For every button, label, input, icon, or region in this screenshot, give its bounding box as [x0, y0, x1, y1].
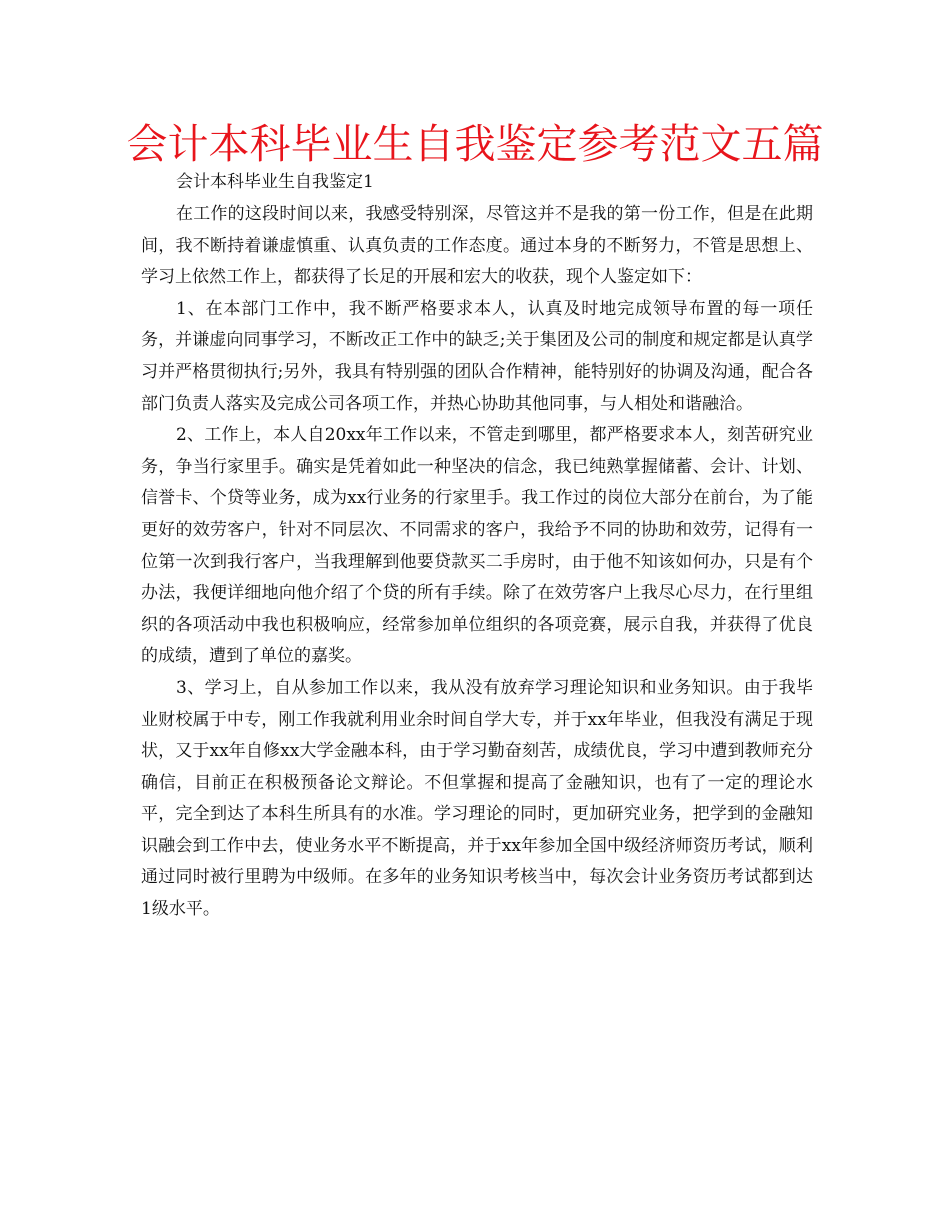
paragraph-3: 3、学习上，自从参加工作以来，我从没有放弃学习理论知识和业务知识。由于我毕业财校属于中专，刚工作我就利用业余时间自学大专，并于xx年毕业，但我没有满足于现状，又于xx年自修xx大学金融本科，由于学习勤奋刻苦，成绩优良，学习中遭到教师充分确信，目前正在积极预备论文辩论。不但掌握和提高了金融知识，也有了一定的理论水平，完全到达了本科生所具有的水准。学习理论的同时，更加研究业务，把学到的金融知识融会到工作中去，使业务水平不断提高，并于xx年参加全国中级经济师资历考试，顺利通过同时被行里聘为中级师。在多年的业务知识考核当中，每次会计业务资历考试都到达1级水平。 — [141, 677, 813, 920]
document-title: 会计本科毕业生自我鉴定参考范文五篇 — [126, 120, 824, 168]
document-body — [141, 199, 813, 926]
paragraph-1: 1、在本部门工作中，我不断严格要求本人，认真及时地完成领导布置的每一项任务，并谦虚向同事学习，不断改正工作中的缺乏;关于集团及公司的制度和规定都是认真学习并严格贯彻执行;另外，我具有特别强的团队合作精神，能特别好的协调及沟通，配合各部门负责人落实及完成公司各项工作，并热心协助其他同事，与人相处和谐融洽。 — [141, 298, 813, 414]
paragraph-intro: 在工作的这段时间以来，我感受特别深，尽管这并不是我的第一份工作，但是在此期间，我不断持着谦虚慎重、认真负责的工作态度。通过本身的不断努力，不管是思想上、学习上依然工作上，都获得了长足的开展和宏大的收获，现个人鉴定如下： — [141, 204, 813, 288]
paragraph-2: 2、工作上，本人自20xx年工作以来，不管走到哪里，都严格要求本人，刻苦研究业务，争当行家里手。确实是凭着如此一种坚决的信念，我已纯熟掌握储蓄、会计、计划、信誉卡、个贷等业务，成为xx行业务的行家里手。我工作过的岗位大部分在前台，为了能更好的效劳客户，针对不同层次、不同需求的客户，我给予不同的协助和效劳，记得有一位第一次到我行客户，当我理解到他要贷款买二手房时，由于他不知该如何办，只是有个办法，我便详细地向他介绍了个贷的所有手续。除了在效劳客户上我尽心尽力，在行里组织的各项活动中我也积极响应，经常参加单位组织的各项竞赛，展示自我，并获得了优良的成绩，遭到了单位的嘉奖。 — [141, 425, 813, 667]
section-subtitle: 会计本科毕业生自我鉴定1 — [176, 172, 374, 192]
